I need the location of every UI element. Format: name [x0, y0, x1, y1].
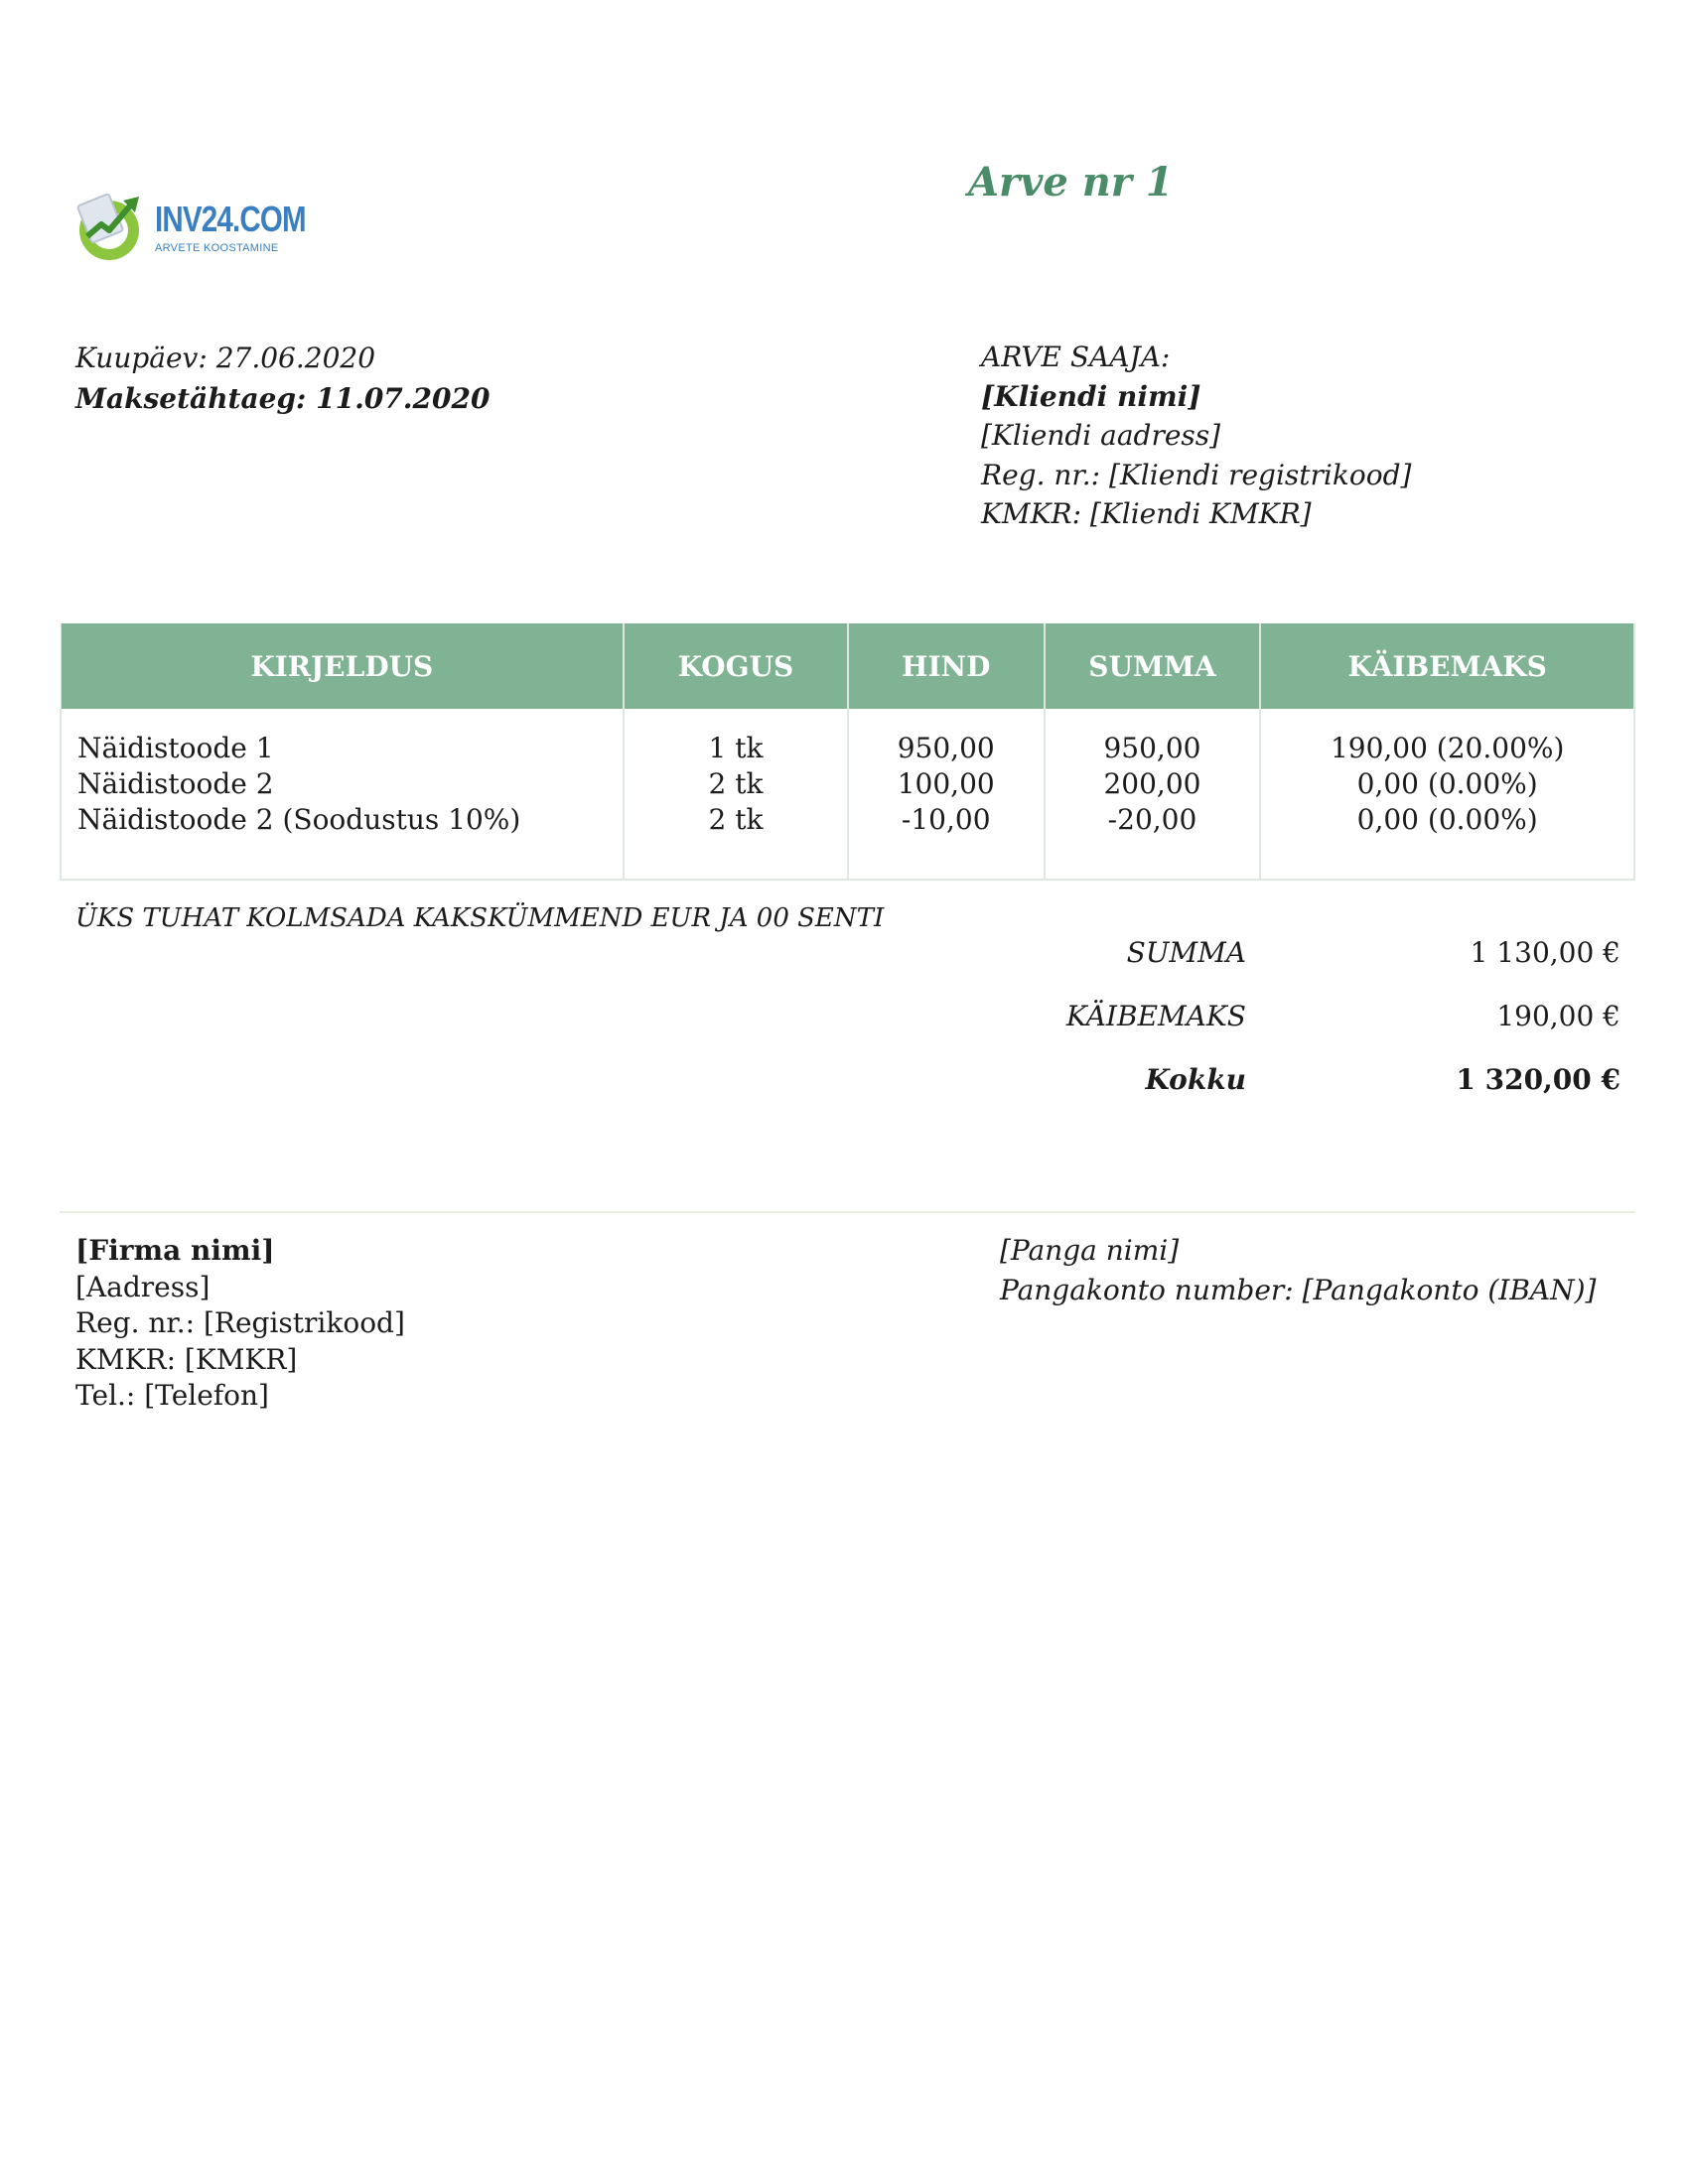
description-cell — [61, 709, 624, 880]
header-price: HIND — [848, 623, 1045, 709]
table-cell: 0,00 (0.00%) — [1356, 767, 1538, 800]
amount-in-words: ÜKS TUHAT KOLMSADA KAKSKÜMMEND EUR JA 00 SENTI — [75, 903, 885, 933]
recipient-label: ARVE SAAJA: — [981, 341, 1171, 373]
table-cell: Näidistoode 2 (Soodustus 10%) — [77, 803, 521, 836]
header-sum: SUMMA — [1045, 623, 1261, 709]
table-body-row — [61, 709, 1634, 880]
vat-cell — [1260, 709, 1634, 880]
quantity-cell — [624, 709, 848, 880]
due-date: Maksetähtaeg: 11.07.2020 — [75, 382, 491, 415]
grand-total-label: Kokku — [1145, 1063, 1246, 1096]
recipient-name: [Kliendi nimi] — [981, 379, 1201, 413]
recipient-vat: KMKR: [Kliendi KMKR] — [981, 497, 1312, 530]
invoice-dates — [75, 338, 490, 419]
logo-tagline: ARVETE KOOSTAMINE — [155, 242, 279, 254]
price-cell — [848, 709, 1045, 880]
summa-label: SUMMA — [1126, 936, 1246, 969]
invoice-date: Kuupäev: 27.06.2020 — [75, 341, 376, 374]
sum-cell — [1045, 709, 1261, 880]
company-block — [75, 1233, 405, 1415]
recipient-reg: Reg. nr.: [Kliendi registrikood] — [981, 458, 1412, 491]
table-cell: 2 tk — [708, 803, 764, 836]
table-cell: -10,00 — [901, 803, 991, 836]
bank-block — [1000, 1231, 1596, 1310]
recipient-block — [981, 338, 1411, 534]
invoice-title: Arve nr 1 — [968, 159, 1174, 205]
rising-chart-document-icon — [75, 191, 147, 262]
company-reg: Reg. nr.: [Registrikood] — [75, 1306, 405, 1339]
header-description: KIRJELDUS — [61, 623, 624, 709]
header-vat: KÄIBEMAKS — [1260, 623, 1634, 709]
table-cell: 2 tk — [708, 767, 764, 800]
table-header-row — [61, 623, 1634, 709]
table-cell: 1 tk — [708, 732, 764, 764]
company-vat: KMKR: [KMKR] — [75, 1342, 298, 1376]
summa-value: 1 130,00 € — [1470, 936, 1620, 969]
table-cell: 200,00 — [1103, 767, 1201, 800]
bank-account: Pangakonto number: [Pangakonto (IBAN)] — [1000, 1274, 1597, 1306]
company-name: [Firma nimi] — [75, 1234, 275, 1267]
table-cell: 190,00 (20.00%) — [1330, 732, 1565, 764]
items-table — [60, 623, 1635, 881]
company-address: [Aadress] — [75, 1270, 211, 1303]
table-cell: 0,00 (0.00%) — [1356, 803, 1538, 836]
table-cell: Näidistoode 1 — [77, 732, 274, 764]
bank-name: [Panga nimi] — [1000, 1234, 1180, 1267]
grand-total-value: 1 320,00 € — [1456, 1063, 1620, 1096]
table-cell: 950,00 — [1103, 732, 1201, 764]
table-cell: 950,00 — [897, 732, 995, 764]
footer-divider — [60, 1211, 1635, 1213]
company-logo — [75, 191, 314, 270]
company-phone: Tel.: [Telefon] — [75, 1379, 269, 1412]
vat-total-value: 190,00 € — [1496, 1000, 1620, 1032]
header-quantity: KOGUS — [624, 623, 848, 709]
table-cell: -20,00 — [1107, 803, 1197, 836]
vat-total-label: KÄIBEMAKS — [1065, 1000, 1246, 1032]
recipient-address: [Kliendi aadress] — [981, 419, 1221, 452]
table-cell: Näidistoode 2 — [77, 767, 274, 800]
logo-name: INV24.COM — [155, 199, 306, 239]
table-cell: 100,00 — [897, 767, 995, 800]
